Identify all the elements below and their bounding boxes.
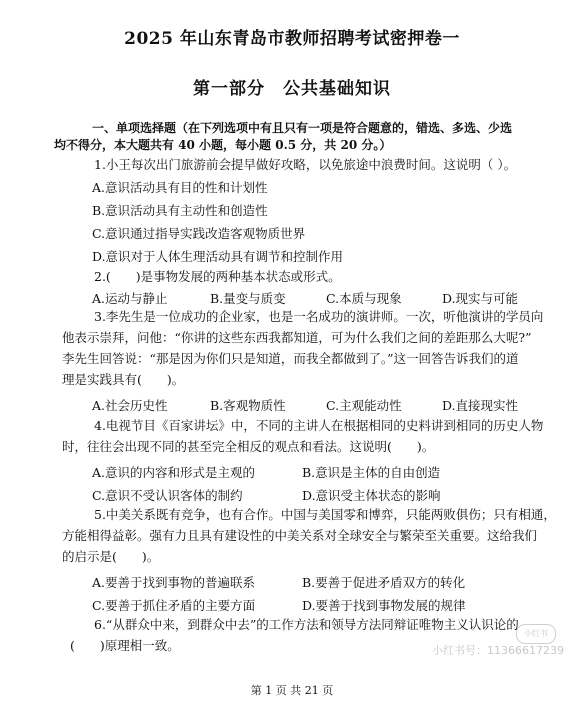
q2-option-c: C.本质与现象 [326,291,402,306]
q1-option-d: D.意识对于人体生理活动具有调节和控制作用 [92,249,344,264]
q5-line-1: 5.中美关系既有竞争，也有合作。中国与美国零和博弈，只能两败俱伤；只有相通， [94,507,556,522]
q6-line-2: ( )原理相一致。 [70,638,180,653]
q3-line-4: 理是实践具有( )。 [62,372,185,387]
q1-option-a: A.意识活动具有目的性和计划性 [92,180,268,195]
q5-option-d: D.要善于找到事物发展的规律 [302,598,466,613]
section-line-1: 一、单项选择题（在下列选项中有且只有一项是符合题意的，错选、多选、少选 [92,121,513,135]
q4-option-d: D.意识受主体状态的影响 [302,488,441,503]
section-line-2: 均不得分，本大题共有 40 小题，每小题 0.5 分，共 20 分。） [54,138,392,152]
q1-option-c: C.意识通过指导实践改造客观物质世界 [92,226,306,241]
q6-line-1: 6.“从群众中来，到群众中去”的工作方法和领导方法同辩证唯物主义认识论的 [94,617,519,632]
q2-stem: 2.( )是事物发展的两种基本状态或形式。 [94,269,341,284]
q3-option-a: A.社会历史性 [92,398,168,413]
q4-option-c: C.意识不受认识客体的制约 [92,488,243,503]
q3-line-3: 李先生回答说：“那是因为你们只是知道，而我全都做到了。”这一回答告诉我们的道 [62,351,519,366]
q5-option-b: B.要善于促进矛盾双方的转化 [302,575,466,590]
q4-option-a: A.意识的内容和形式是主观的 [92,465,256,480]
q3-option-b: B.客观物质性 [210,398,286,413]
watermark-seal: 小红书 [516,624,556,644]
exam-title: 2025 年山东青岛市教师招聘考试密押卷一 [124,29,460,49]
page-number: 第 1 页 共 21 页 [250,684,334,697]
part-heading: 第一部分 公共基础知识 [193,79,391,99]
q3-option-d: D.直接现实性 [442,398,519,413]
section-instructions [54,120,542,154]
q2-option-d: D.现实与可能 [442,291,519,306]
q5-option-c: C.要善于抓住矛盾的主要方面 [92,598,256,613]
q5-line-2: 方能相得益彰。强有力且具有建设性的中美关系对全球安全与繁荣至关重要。这给我们 [62,528,538,543]
q5-line-3: 的启示是( )。 [62,549,160,564]
q3-line-2: 他表示崇拜，问他：“你讲的这些东西我都知道，可为什么我们之间的差距那么大呢?” [62,330,532,345]
q2-option-a: A.运动与静止 [92,291,168,306]
q1-option-b: B.意识活动具有主动性和创造性 [92,203,268,218]
q3-line-1: 3.李先生是一位成功的企业家，也是一名成功的演讲师。一次，听他演讲的学员向 [94,309,544,324]
q3-option-c: C.主观能动性 [326,398,402,413]
q2-option-b: B.量变与质变 [210,291,286,306]
q4-option-b: B.意识是主体的自由创造 [302,465,441,480]
q5-option-a: A.要善于找到事物的普遍联系 [92,575,256,590]
q1-stem: 1.小王每次出门旅游前会提早做好攻略，以免旅途中浪费时间。这说明（ ）。 [94,157,517,172]
q4-line-1: 4.电视节目《百家讲坛》中，不同的主讲人在根据相同的史料讲到相同的历史人物 [94,418,544,433]
watermark-text: 小红书号：11366617239 [432,644,564,657]
q4-line-2: 时，往往会出现不同的甚至完全相反的观点和看法。这说明( )。 [62,439,435,454]
